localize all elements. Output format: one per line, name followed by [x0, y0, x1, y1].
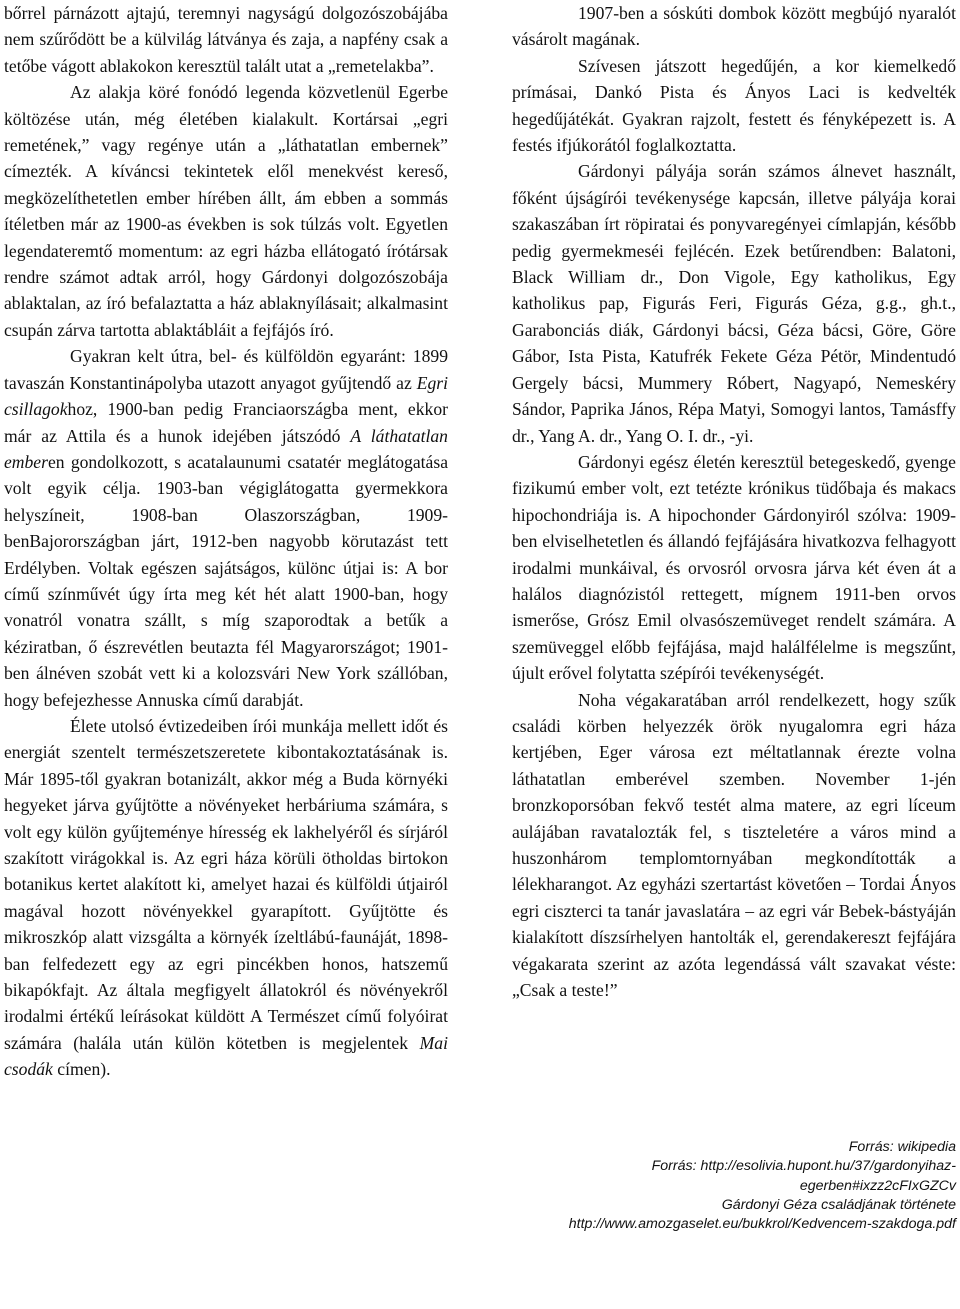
paragraph — [4, 713, 448, 1083]
book-title: A láthatatlan ember — [4, 425, 448, 472]
source-line: http://www.amozgaselet.eu/bukkrol/Kedvencem-szakdoga.pdf — [568, 1216, 956, 1233]
right-column — [512, 0, 956, 1003]
paragraph: 1907-ben a sóskúti dombok között megbújó nyaralót vásárolt magának. — [512, 3, 956, 50]
paragraph: Noha végakaratában arról rendelkezett, hogy szűk családi körben helyezzék örök nyugalomra egri háza kertjében, Eger városa ezt méltatlannak érezte volna láthatatlan emberével szemben. November 1-jén bronzkoporsóban fekvő testét alma matere, az egri líceum aulájában ravatalozták fel, s tiszteletére a város mind a huszonhárom templomtornyában megkondították a lélekharangot. Az egyházi szertartást követően – Tordai Ányos egri ciszterci ta tanár javaslatára – az egri vár Bebek-bástyáján kialakított díszsírhelyen hantolták el, gerendakereszt fejfájára végakarata szerint az azóta legendássá vált szavakat véste: „Csak a teste!” — [512, 689, 956, 1001]
paragraph: Gárdonyi egész életén keresztül betegeskedő, gyenge fizikumú ember volt, ezt tetézte krónikus tüdőbaja és makacs hipochondriája is. A hipochonder Gárdonyiról szólva: 1909-ben elviselhetetlen és állandó fejfájására hivatkozva felhagyott irodalmi munkáival, és orvosról orvosra járva két éven át a halálos diagnózistól rettegett, mígnem 1911-ben orvos ismerőse, Grósz Emil olvasószemüveget rendelt számára. A szemüveggel előbb fejfájása, majd halálfélelme is megszűnt, újult erővel folytatta szépírói tevékenységét. — [512, 451, 956, 684]
text-run: címen). — [52, 1059, 111, 1080]
paragraph — [4, 343, 448, 713]
text-run: Gyakran kelt útra, bel- és külföldön egyaránt: 1899 tavaszán Konstantinápolyba utazott anyagot gyűjtendő az — [4, 346, 448, 393]
paragraph: Gárdonyi pályája során számos álnevet használt, főként újságírói tevékenysége kapcsán, illetve pályája korai szakaszában írt röpiratai és ponyvaregényei címlapján, később pedig gyermekmeséi fejlécén. Ezek betűrendben: Balatoni, Black William dr., Don Vigole, Egy katholikus, Egy katholikus pap, Figurás Feri, Figurás Géza, g.g., gh.t., Garabonciás diák, Gárdonyi bácsi, Géza bácsi, Göre, Göre Gábor, Ista Pista, Katufrék Fekete Géza Pétör, Mindentudó Gergely bácsi, Mummery Róbert, Nagyapó, Nemeskéry Sándor, Paprika János, Répa Matyi, Somogyi lantos, Tamásffy dr., Yang A. dr., Yang O. I. dr., -yi. — [512, 161, 956, 446]
book-title: Mai csodák — [4, 1032, 448, 1080]
book-title: Egri csillagok — [4, 372, 448, 420]
source-line: Forrás: wikipedia — [848, 1139, 956, 1155]
paragraph: Az alakja köré fonódó legenda közvetlenül Egerbe költözése után, még életében kialakult. Kortársai „egri remetének,” vagy regénye után a „láthatatlan embernek” címezték. A kíváncsi tekintetek elől menekvést kereső, megközelíthetetlen ember hírében állt, ám ebben a sommás ítéletben már az 1900-as években is sok túlzás volt. Egyetlen legendateremtő momentum: az egri házba ellátogató írótársak rendre számot adtak arról, hogy Gárdonyi dolgozószobája ablaktalan, az író befalaztatta a ház ablaknyílásait; alkalmasint csupán zárva tartotta ablaktábláit a fejfájós író. — [4, 82, 448, 340]
text-run: hoz, 1900-ban pedig Franciaországba ment, ekkor már az Attila és a hunok idejében játszódó — [4, 399, 448, 446]
text-run: en gondolkozott, s acatalaunumi csatatér meglátogatása volt egyik célja. 1903-ban végiglátogatta gyermekkora helyszíneit, 1908-ban Olaszországban, 1909-benBajorországban járt, 1912-ben nagyobb körutazást tett Erdélyben. Voltak egészen sajátságos, különc útjai is: A bor című színművét úgy írta meg két hét alatt 1900-ban, hogy vonatról vonatra szállt, s míg szaporodtak a betűk a kéziratban, ő észrevétlen beutazta fél Magyarországot; 1901-ben álnéven szobát vett ki a kolozsvári New York szállóban, hogy befejezhesse Annuska című darabját. — [4, 451, 448, 710]
source-line: Gárdonyi Géza családjának története — [721, 1196, 956, 1213]
source-line: Forrás: http://esolivia.hupont.hu/37/gardonyihaz-egerben#ixzz2cFIxGZCv — [651, 1158, 956, 1194]
paragraph: Szívesen játszott hegedűjén, a kor kiemelkedő prímásai, Dankó Pista és Ányos Laci is kedvelték hegedűjátékát. Gyakran rajzolt, festett és fényképezett is. A festés ifjúkorától foglalkoztatta. — [512, 55, 956, 156]
sources-block — [512, 1138, 956, 1234]
paragraph: bőrrel párnázott ajtajú, teremnyi nagyságú dolgozószobájába nem szűrődött be a külvilág látványa és zaja, a napfény csak a tetőbe vágott ablakokon keresztül talált utat a „remetelakba”. — [4, 3, 448, 76]
left-column — [4, 0, 448, 1083]
text-run: Élete utolsó évtizedeiben írói munkája mellett időt és energiát szentelt természetszeretete kibontakoztatásának is. Már 1895-től gyakran botanizált, akkor még a Buda környéki hegyeket járva gyűjtötte a növényeket herbáriuma számára, s volt egy külön gyűjteménye híresség ek lakhelyéről és sírjáról szakított virágokkal is. Az egri háza körüli ötholdas birtokon botanikus kertet alakított ki, amelyet hazai és külföldi útjairól magával hozott növényekkel gyarapított. Gyűjtötte és mikroszkóp alatt vizsgálta a környék ízeltlábú-faunáját, 1898-ban felfedezett egy az egri pincékben honos, hatszemű bikapókfajt. Az általa megfigyelt állatokról és növényekről irodalmi értékű leírásokat küldött A Természet című folyóirat számára (halála után külön kötetben is megjelentek — [4, 715, 448, 1053]
